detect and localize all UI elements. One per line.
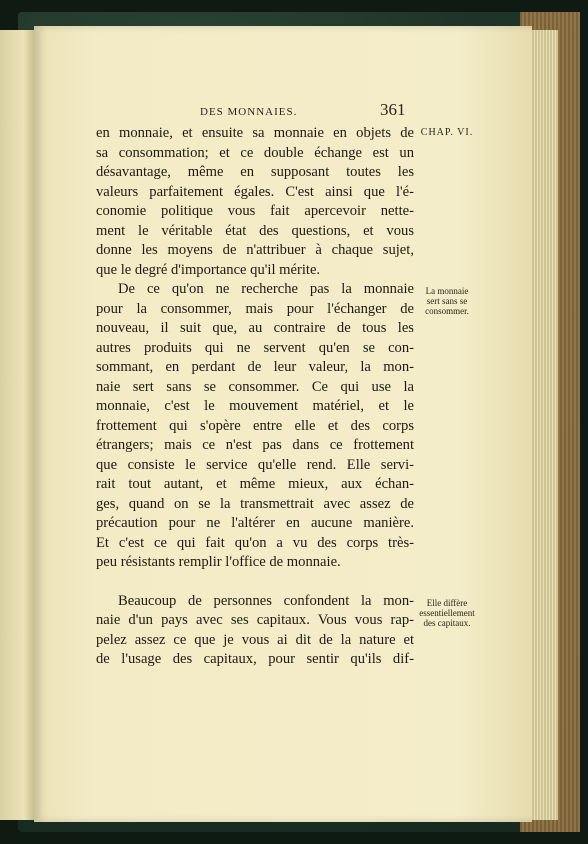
- paragraph-2: [96, 280, 414, 573]
- text-line: que consiste le service qu'elle rend. Elle servi-: [96, 456, 414, 473]
- body-text: [96, 124, 414, 670]
- text-line: sa consommation; et ce double échange est un: [96, 144, 414, 161]
- page-stack: [528, 30, 558, 820]
- text-line: autres produits qui ne servent qu'en se con-: [96, 339, 414, 356]
- text-line: nouveau, il suit que, au contraire de tous les: [96, 320, 414, 336]
- text-line: que le degré d'importance qu'il mérite.: [96, 261, 321, 278]
- text-line: Beaucoup de personnes confondent la mon-: [118, 592, 414, 609]
- text-line: pour la consommer, mais pour l'échanger de: [96, 300, 414, 317]
- text-line: sommant, en perdant de leur valeur, la mon-: [96, 359, 414, 375]
- text-line: ment le véritable état des questions, et vous: [96, 222, 414, 239]
- text-line: monnaie, c'est le mouvement matériel, et le: [96, 398, 414, 414]
- text-line: conomie politique vous fait apercevoir nette-: [96, 203, 414, 219]
- margin-note-line: consommer.: [425, 306, 469, 316]
- text-line: naie sert sans se consommer. Ce qui use la: [96, 378, 414, 395]
- text-line: de l'usage des capitaux, pour sentir qu'ils dif-: [96, 651, 414, 667]
- margin-note-line: sert sans se: [426, 296, 468, 306]
- left-page-edge: [0, 30, 34, 820]
- margin-note-line: essentiellement: [419, 608, 475, 618]
- paragraph-3: [96, 592, 414, 670]
- text-line: rait tout autant, et même mieux, aux échan-: [96, 476, 414, 492]
- margin-note-2: [416, 598, 478, 628]
- text-line: naie d'un pays avec ses capitaux. Vous vous rap-: [96, 612, 414, 628]
- margin-note-line: des capitaux.: [423, 618, 471, 628]
- text-line: ges, quand on se la transmettrait avec assez de: [96, 495, 414, 512]
- margin-note-1: [418, 286, 476, 316]
- text-line: précaution pour ne l'altérer en aucune manière.: [96, 515, 414, 531]
- text-line: Et c'est ce qui fait qu'on a vu des corps très-: [96, 534, 414, 551]
- text-line: frottement qui s'opère entre elle et des corps: [96, 417, 414, 434]
- paragraph-gap: [96, 573, 414, 592]
- page-number: 361: [380, 100, 406, 119]
- text-line: pelez assez ce que je vous ai dit de la nature et: [96, 631, 414, 648]
- text-line: en monnaie, et ensuite sa monnaie en objets de: [96, 125, 414, 141]
- margin-note-line: La monnaie: [425, 286, 469, 296]
- text-line: De ce qu'on ne recherche pas la monnaie: [118, 281, 414, 297]
- text-line: peu résistants remplir l'office de monnaie.: [96, 554, 341, 570]
- margin-note-line: Elle diffère: [426, 598, 468, 608]
- running-title: DES MONNAIES.: [200, 106, 298, 118]
- chapter-label: CHAP. VI.: [420, 127, 474, 138]
- paragraph-1: [96, 124, 414, 280]
- text-line: donne les moyens de n'attribuer à chaque sujet,: [96, 242, 414, 258]
- text-line: étrangers; mais ce n'est pas dans ce frottement: [96, 437, 414, 453]
- text-line: désavantage, même en supposant toutes les: [96, 164, 414, 180]
- text-line: valeurs parfaitement égales. C'est ainsi que l'é-: [96, 183, 414, 200]
